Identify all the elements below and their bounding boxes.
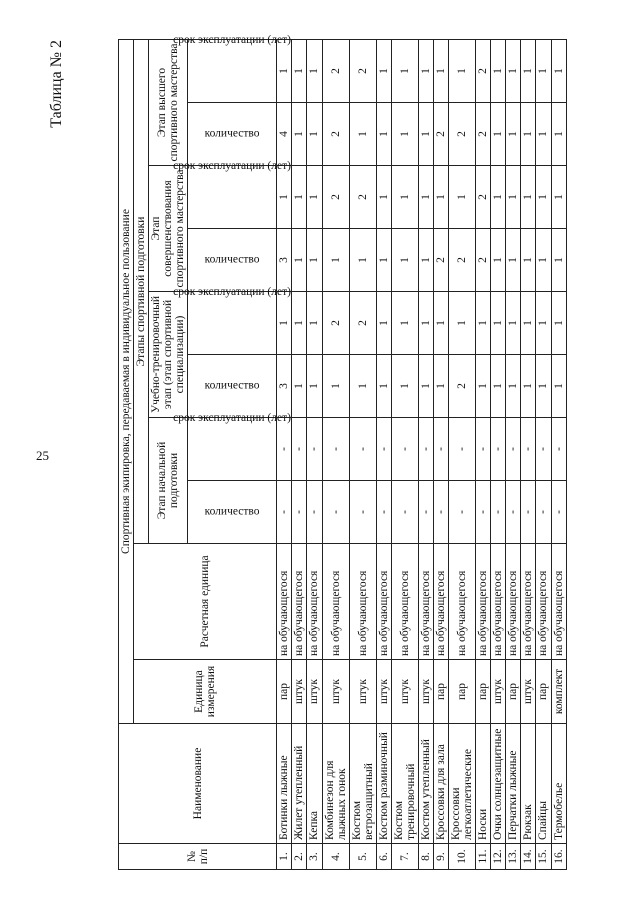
term-cell: 2 [322, 292, 349, 355]
table-row [418, 39, 433, 869]
calc-unit: на обучающегося [376, 544, 391, 660]
item-name: Костюм разминочный [376, 724, 391, 844]
stage-header: Этап совершенствования спортивного мастерства [149, 166, 188, 292]
term-cell: 1 [307, 39, 322, 102]
row-number: 15. [536, 844, 551, 870]
unit: пар [506, 660, 521, 724]
qty-cell: 1 [551, 355, 566, 418]
qty-cell: 1 [376, 355, 391, 418]
qty-cell: 1 [551, 229, 566, 292]
qty-cell: 3 [277, 355, 292, 418]
unit: штук [376, 660, 391, 724]
term-cell: 1 [506, 166, 521, 229]
item-name: Костюм ветрозащитный [349, 724, 376, 844]
qty-cell: 1 [551, 103, 566, 166]
term-cell: - [491, 418, 506, 481]
qty-cell: - [391, 481, 418, 544]
table-row [476, 39, 491, 869]
row-number: 13. [506, 844, 521, 870]
calc-unit: на обучающегося [418, 544, 433, 660]
term-cell: - [506, 418, 521, 481]
qty-cell: 1 [322, 355, 349, 418]
table-row [491, 39, 506, 869]
qty-cell: 1 [521, 103, 536, 166]
item-name: Рюкзак [521, 724, 536, 844]
unit: штук [349, 660, 376, 724]
term-cell: - [418, 418, 433, 481]
qty-cell: 1 [521, 355, 536, 418]
term-cell: 1 [476, 292, 491, 355]
unit: пар [434, 660, 449, 724]
term-cell: 1 [536, 39, 551, 102]
term-cell: - [307, 418, 322, 481]
term-cell: - [292, 418, 307, 481]
qty-cell: - [506, 481, 521, 544]
equipment-table [118, 34, 567, 870]
unit: штук [391, 660, 418, 724]
term-cell: 1 [536, 166, 551, 229]
term-cell: - [476, 418, 491, 481]
term-cell: 1 [376, 166, 391, 229]
term-cell: 1 [277, 39, 292, 102]
calc-col-header: Расчетная единица [134, 544, 277, 660]
name-col-header: Наименование [119, 724, 277, 844]
term-cell: 1 [491, 39, 506, 102]
qty-cell: 1 [292, 355, 307, 418]
qty-cell: - [521, 481, 536, 544]
unit: пар [536, 660, 551, 724]
term-cell: - [434, 418, 449, 481]
term-cell: 1 [277, 292, 292, 355]
row-number: 5. [349, 844, 376, 870]
term-cell: 1 [434, 39, 449, 102]
calc-unit: на обучающегося [521, 544, 536, 660]
row-number: 11. [476, 844, 491, 870]
qty-cell: 2 [434, 229, 449, 292]
qty-header: количество [188, 355, 277, 418]
term-cell: 1 [277, 166, 292, 229]
qty-cell: 2 [449, 355, 476, 418]
term-cell: 1 [536, 292, 551, 355]
unit: пар [476, 660, 491, 724]
term-cell: 1 [506, 39, 521, 102]
qty-cell: - [551, 481, 566, 544]
row-number: 16. [551, 844, 566, 870]
term-cell: 2 [322, 39, 349, 102]
unit: комплект [551, 660, 566, 724]
term-header: срок эксплуатации (лет) [188, 292, 277, 355]
unit: штук [322, 660, 349, 724]
qty-cell: 1 [536, 103, 551, 166]
row-number: 14. [521, 844, 536, 870]
term-cell: 2 [349, 166, 376, 229]
qty-cell: 2 [449, 103, 476, 166]
calc-unit: на обучающегося [536, 544, 551, 660]
calc-unit: на обучающегося [349, 544, 376, 660]
qty-cell: 1 [521, 229, 536, 292]
qty-cell: 1 [376, 103, 391, 166]
term-cell: 2 [476, 166, 491, 229]
qty-header: количество [188, 103, 277, 166]
unit: штук [307, 660, 322, 724]
unit: пар [449, 660, 476, 724]
qty-cell: - [277, 481, 292, 544]
qty-cell: 1 [349, 355, 376, 418]
qty-cell: 3 [277, 229, 292, 292]
stages-title: Этапы спортивной подготовки [134, 39, 149, 543]
table-row [292, 39, 307, 869]
qty-cell: 2 [476, 103, 491, 166]
qty-cell: 1 [349, 103, 376, 166]
qty-cell: 4 [277, 103, 292, 166]
term-cell: 1 [391, 39, 418, 102]
row-number: 7. [391, 844, 418, 870]
term-cell: 1 [391, 166, 418, 229]
page-number: 25 [36, 448, 49, 463]
table-row [322, 39, 349, 869]
qty-cell: 1 [307, 229, 322, 292]
term-cell: - [349, 418, 376, 481]
table-row [449, 39, 476, 869]
term-cell: 1 [418, 39, 433, 102]
qty-cell: 1 [391, 229, 418, 292]
calc-unit: на обучающегося [506, 544, 521, 660]
qty-cell: 1 [292, 103, 307, 166]
stage-header: Учебно-тренировочный этап (этап спортивной специализации) [149, 292, 188, 418]
group-title: Спортивная экипировка, передаваемая в индивидуальное пользование [119, 39, 134, 723]
table-row [349, 39, 376, 869]
calc-unit: на обучающегося [322, 544, 349, 660]
qty-cell: 1 [418, 355, 433, 418]
term-cell: - [322, 418, 349, 481]
table-row [506, 39, 521, 869]
term-cell: 1 [506, 292, 521, 355]
term-cell: 1 [551, 166, 566, 229]
unit: пар [277, 660, 292, 724]
item-name: Костюм утепленный [418, 724, 433, 844]
calc-unit: на обучающегося [449, 544, 476, 660]
term-cell: 1 [521, 39, 536, 102]
term-cell: 1 [551, 39, 566, 102]
term-cell: - [449, 418, 476, 481]
term-cell: 1 [307, 292, 322, 355]
term-cell: 1 [434, 166, 449, 229]
table-row [434, 39, 449, 869]
qty-cell: 1 [536, 355, 551, 418]
term-cell: 1 [521, 166, 536, 229]
calc-unit: на обучающегося [476, 544, 491, 660]
qty-cell: - [476, 481, 491, 544]
calc-unit: на обучающегося [277, 544, 292, 660]
term-cell: 1 [521, 292, 536, 355]
item-name: Очки солнцезащитные [491, 724, 506, 844]
qty-cell: 2 [322, 103, 349, 166]
qty-header: количество [188, 229, 277, 292]
term-cell: - [521, 418, 536, 481]
qty-cell: - [307, 481, 322, 544]
qty-cell: 2 [476, 229, 491, 292]
table-row [307, 39, 322, 869]
term-cell: 1 [418, 292, 433, 355]
unit: штук [521, 660, 536, 724]
item-name: Носки [476, 724, 491, 844]
row-number: 12. [491, 844, 506, 870]
table-row [536, 39, 551, 869]
term-cell: 1 [292, 166, 307, 229]
calc-unit: на обучающегося [292, 544, 307, 660]
qty-cell: - [491, 481, 506, 544]
qty-cell: 1 [491, 355, 506, 418]
qty-cell: - [349, 481, 376, 544]
term-cell: 1 [391, 292, 418, 355]
table-body [277, 39, 566, 869]
term-header: срок эксплуатации (лет) [188, 39, 277, 102]
term-cell: 1 [491, 292, 506, 355]
qty-cell: - [292, 481, 307, 544]
qty-cell: 1 [506, 355, 521, 418]
row-number: 4. [322, 844, 349, 870]
table-row [521, 39, 536, 869]
row-number: 6. [376, 844, 391, 870]
qty-cell: 1 [307, 103, 322, 166]
item-name: Спайцы [536, 724, 551, 844]
qty-cell: 1 [418, 229, 433, 292]
term-cell: 1 [376, 292, 391, 355]
row-number: 10. [449, 844, 476, 870]
term-cell: 2 [349, 292, 376, 355]
num-col-header: № п/п [119, 844, 277, 870]
qty-cell: 1 [292, 229, 307, 292]
item-name: Комбинезон для лыжных гонок [322, 724, 349, 844]
term-cell: 1 [551, 292, 566, 355]
qty-cell: 1 [391, 103, 418, 166]
qty-cell: 1 [376, 229, 391, 292]
calc-unit: на обучающегося [551, 544, 566, 660]
term-cell: 1 [376, 39, 391, 102]
row-number: 8. [418, 844, 433, 870]
term-cell: 1 [449, 292, 476, 355]
qty-cell: 1 [491, 229, 506, 292]
qty-header: количество [188, 481, 277, 544]
item-name: Жилет утепленный [292, 724, 307, 844]
qty-cell: 1 [491, 103, 506, 166]
item-name: Кроссовки для зала [434, 724, 449, 844]
term-cell: - [391, 418, 418, 481]
qty-cell: - [376, 481, 391, 544]
stage-header: Этап высшего спортивного мастерства [149, 39, 188, 165]
item-name: Перчатки лыжные [506, 724, 521, 844]
qty-cell: 1 [476, 355, 491, 418]
item-name: Кепка [307, 724, 322, 844]
qty-cell: 1 [349, 229, 376, 292]
row-number: 1. [277, 844, 292, 870]
qty-cell: 1 [418, 103, 433, 166]
term-cell: - [376, 418, 391, 481]
term-cell: - [551, 418, 566, 481]
table-row [376, 39, 391, 869]
calc-unit: на обучающегося [391, 544, 418, 660]
item-name: Костюм тренировочный [391, 724, 418, 844]
table-row [391, 39, 418, 869]
term-cell: 1 [434, 292, 449, 355]
term-cell: 2 [322, 166, 349, 229]
qty-cell: 1 [536, 229, 551, 292]
term-cell: 1 [292, 292, 307, 355]
qty-cell: - [418, 481, 433, 544]
qty-cell: 2 [449, 229, 476, 292]
term-cell: 1 [449, 166, 476, 229]
calc-unit: на обучающегося [491, 544, 506, 660]
term-cell: 1 [292, 39, 307, 102]
term-cell: 1 [307, 166, 322, 229]
term-header: срок эксплуатации (лет) [188, 418, 277, 481]
qty-cell: 2 [434, 103, 449, 166]
row-number: 3. [307, 844, 322, 870]
table-caption: Таблица № 2 [48, 40, 65, 128]
qty-cell: 1 [391, 355, 418, 418]
row-number: 9. [434, 844, 449, 870]
qty-cell: 1 [506, 229, 521, 292]
table-block [48, 34, 628, 870]
table-row [551, 39, 566, 869]
stage-header: Этап начальной подготовки [149, 418, 188, 544]
unit: штук [491, 660, 506, 724]
qty-cell: 1 [307, 355, 322, 418]
term-cell: 1 [491, 166, 506, 229]
qty-cell: - [434, 481, 449, 544]
qty-cell: 1 [322, 229, 349, 292]
term-cell: 2 [476, 39, 491, 102]
term-cell: 1 [449, 39, 476, 102]
term-cell: - [277, 418, 292, 481]
qty-cell: 1 [506, 103, 521, 166]
qty-cell: - [449, 481, 476, 544]
row-number: 2. [292, 844, 307, 870]
calc-unit: на обучающегося [307, 544, 322, 660]
unit-col-header: Единица измерения [134, 660, 277, 724]
term-header: срок эксплуатации (лет) [188, 166, 277, 229]
term-cell: 2 [349, 39, 376, 102]
qty-cell: - [322, 481, 349, 544]
calc-unit: на обучающегося [434, 544, 449, 660]
unit: штук [292, 660, 307, 724]
item-name: Ботинки лыжные [277, 724, 292, 844]
item-name: Термобелье [551, 724, 566, 844]
qty-cell: 1 [434, 355, 449, 418]
unit: штук [418, 660, 433, 724]
term-cell: - [536, 418, 551, 481]
term-cell: 1 [418, 166, 433, 229]
qty-cell: - [536, 481, 551, 544]
item-name: Кроссовки легкоатлетические [449, 724, 476, 844]
